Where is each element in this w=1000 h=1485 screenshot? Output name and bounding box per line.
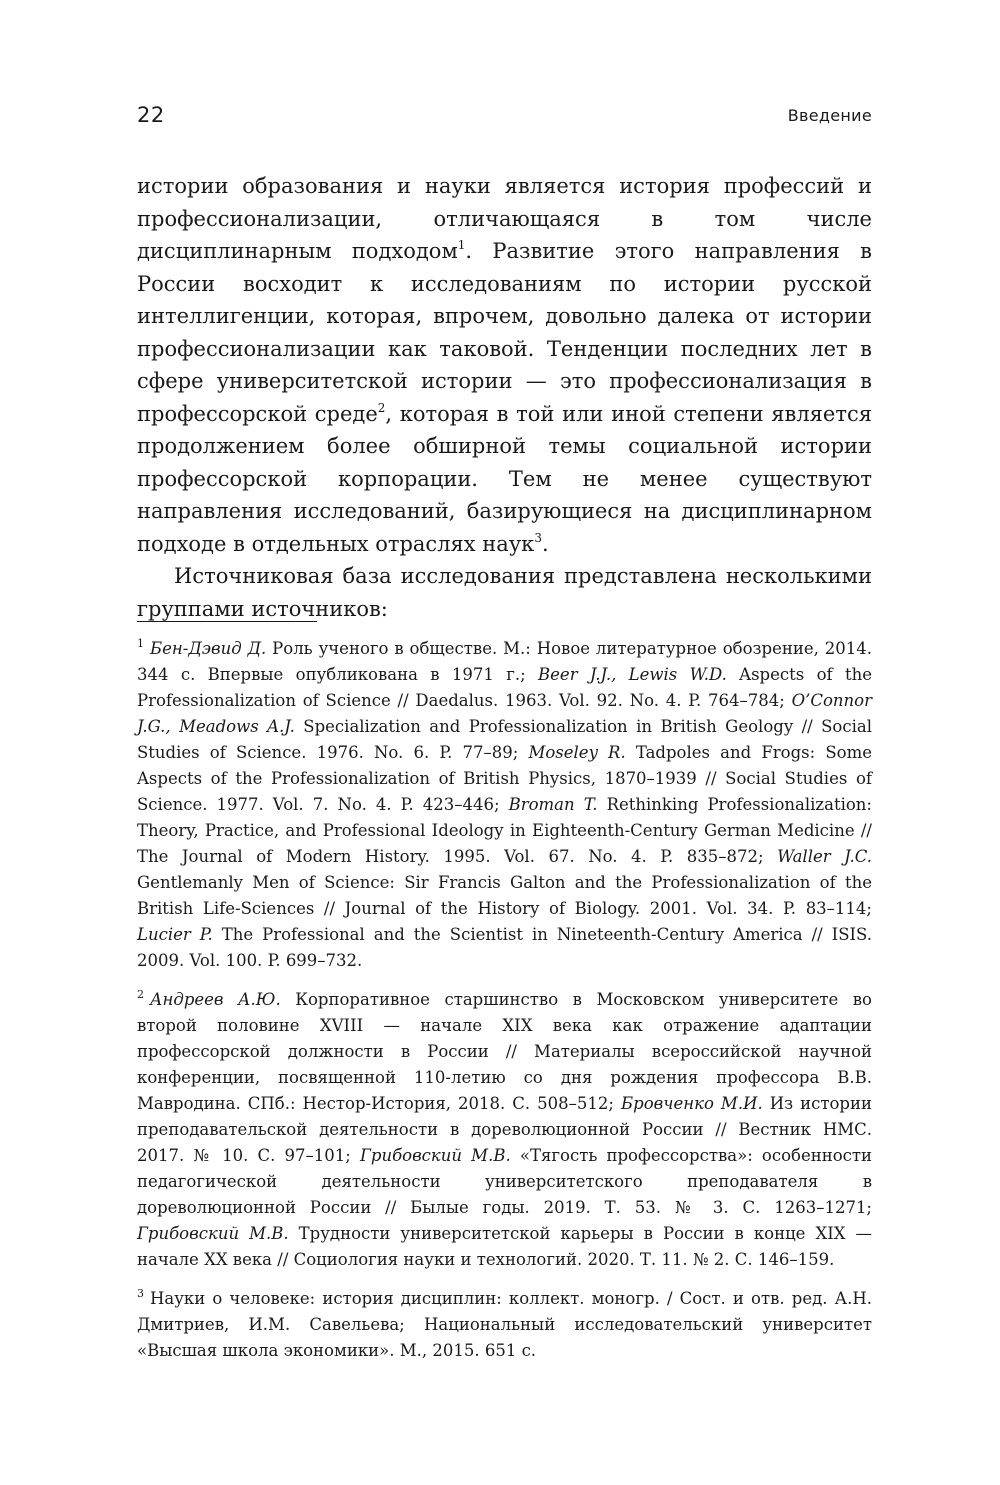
footnote-1: $^1$ Бен-Дэвид Д. Роль ученого в обществе. М.: Новое литературное обозрение, 2014. 344 с. Впервые опубликована в 1971 г.; Beer J.J., Lewis W.D. Aspects of the Professionalization of Science // Daedalus. 1963. Vol. 92. No. 4. P. 764–784; O’Connor J.G., Meadows A.J. Specialization and Professionalization in British Geology // Social Studies of Science. 1976. No. 6. P. 77–89; Moseley R. Tadpoles and Frogs: Some Aspects of the Professionalization of British Physics, 1870–1939 // Social Studies of Science. 1977. Vol. 7. No. 4. P. 423–446; Broman T. Rethinking Professionalization: Theory, Practice, and Professional Ideology in Eighteenth-Century German Medicine // The Journal of Modern History. 1995. Vol. 67. No. 4. P. 835–872; Waller J.C. Gentlemanly Men of Science: Sir Francis Galton and the Professionalization of the British Life-Sciences // Journal of the History of Biology. 2001. Vol. 34. P. 83–114; Lucier P. The Professional and the Scientist in Nineteenth-Century America // ISIS. 2009. Vol. 100. P. 699–732. — [137, 637, 872, 970]
footnote-divider — [137, 621, 317, 622]
footnotes — [137, 631, 872, 1372]
page-number: 22 — [137, 103, 165, 127]
footnote-ref: 2 — [377, 400, 386, 415]
body-paragraph: Источниковая база исследования представлена несколькими группами источников: — [137, 564, 872, 621]
footnote-ref: 1 — [457, 238, 466, 252]
running-head: Введение — [787, 106, 872, 125]
body-paragraph: истории образования и науки является история профессий и профессионализации, отличающаяся в том числе дисциплинарным подходом$^1$. Развитие этого направления в России восходит к исследованиям по истории русской интеллигенции, которая, впрочем, довольно далека от истории профессионализации как таковой. Тенденции последних лет в сфере университетской истории — это профессионализация в профессорской среде$^2$, которая в той или иной степени является продолжением более обширной темы социальной истории профессорской корпорации. Тем не менее существуют направления исследований, базирующиеся на дисциплинарном подходе в отдельных отраслях наук$^3$. — [137, 174, 872, 556]
footnote-2: $^2$ Андреев А.Ю. Корпоративное старшинство в Московском университете во второй половине XVIII — начале XIX века как отражение адаптации профессорской должности в России // Материалы всероссийской научной конференции, посвященной 110-летию со дня рождения профессора В.В. Мавродина. СПб.: Нестор-История, 2018. С. 508–512; Бровченко М.И. Из истории преподавательской деятельности в дореволюционной России // Вестник НМС. 2017. № 10. С. 97–101; Грибовский М.В. «Тягость профессорства»: особенности педагогической деятельности университетского преподавателя в дореволюционной России // Былые годы. 2019. Т. 53. № 3. С. 1263–1271; Грибовский М.В. Трудности университетской карьеры в России в конце XIX — начале XX века // Социология науки и технологий. 2020. Т. 11. № 2. С. 146–159. — [137, 988, 873, 1269]
page-header — [137, 103, 872, 135]
footnote-3: $^3$ Науки о человеке: история дисциплин: коллект. моногр. / Сост. и отв. ред. А.Н. Дмитриев, И.М. Савельева; Национальный исследовательский университет «Высшая школа экономики». М., 2015. 651 с. — [137, 1287, 872, 1360]
footnote-ref: 3 — [534, 530, 542, 545]
main-text — [137, 170, 872, 625]
